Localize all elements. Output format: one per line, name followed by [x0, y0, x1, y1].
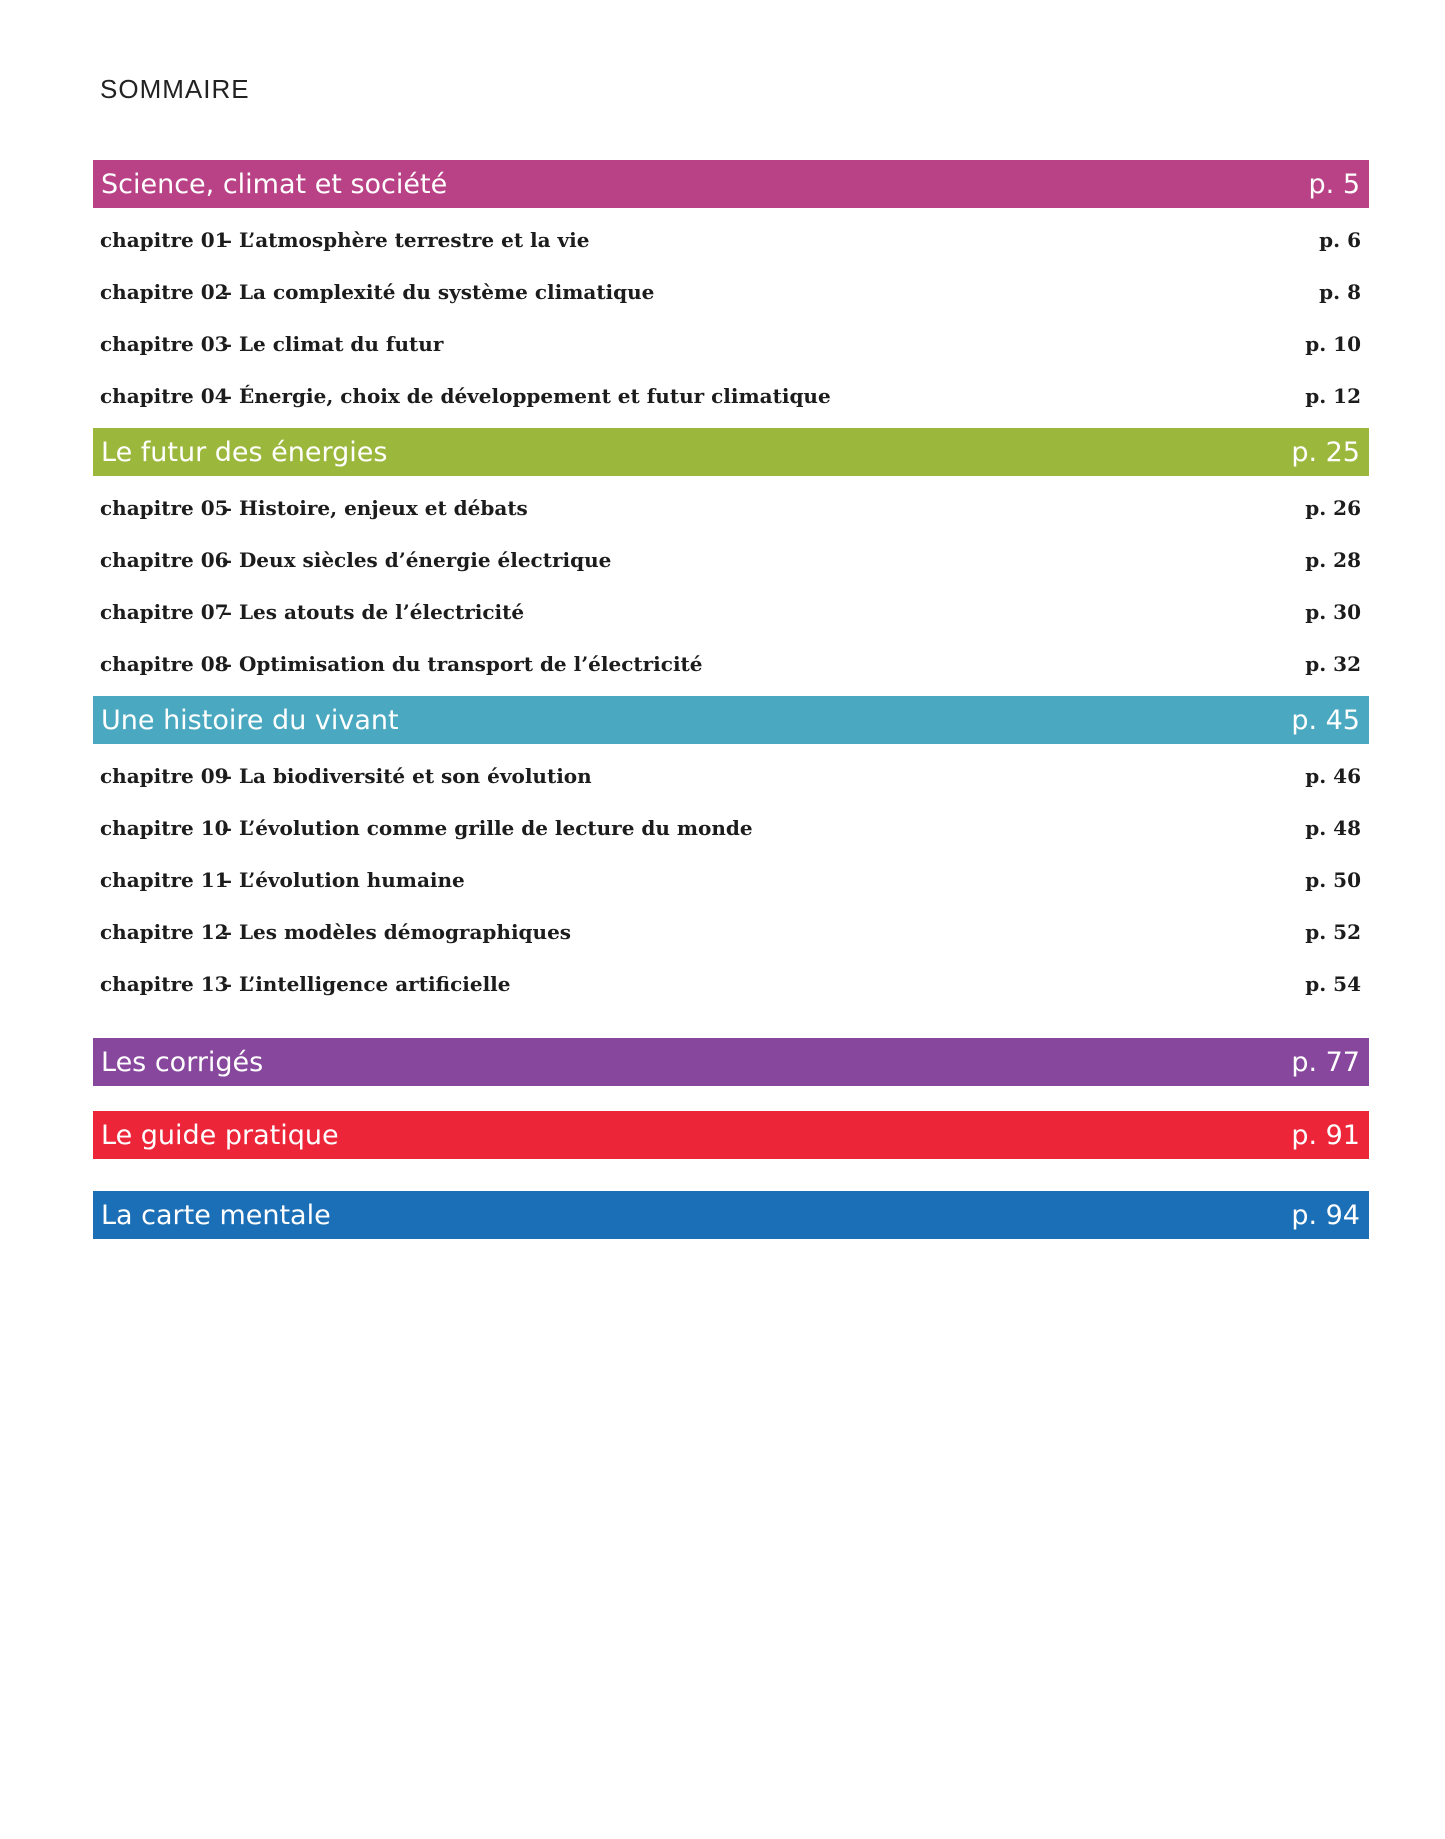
chapter-entry[interactable]	[93, 586, 1369, 638]
chapter-entry[interactable]	[93, 638, 1369, 690]
part-header[interactable]	[93, 428, 1369, 476]
chapter-number: chapitre 03	[100, 332, 229, 356]
chapter-number: chapitre 08	[100, 652, 229, 676]
part-page-number: p. 77	[1291, 1046, 1360, 1078]
chapter-entry[interactable]	[93, 854, 1369, 906]
chapter-entry[interactable]	[93, 750, 1369, 802]
toc-part	[93, 1111, 1369, 1159]
part-title: Science, climat et société	[101, 168, 448, 200]
chapter-title: – L’évolution humaine	[222, 868, 465, 892]
part-title: Une histoire du vivant	[101, 704, 399, 736]
chapter-list	[93, 750, 1369, 1010]
chapter-title: – L’évolution comme grille de lecture du monde	[222, 816, 753, 840]
chapter-list	[93, 214, 1369, 422]
chapter-page-number: p. 30	[1305, 600, 1361, 624]
chapter-number: chapitre 12	[100, 920, 229, 944]
part-title: Les corrigés	[101, 1046, 264, 1078]
chapter-entry[interactable]	[93, 318, 1369, 370]
chapter-page-number: p. 12	[1305, 384, 1361, 408]
chapter-number: chapitre 13	[100, 972, 229, 996]
chapter-title: – Les atouts de l’électricité	[222, 600, 525, 624]
part-header[interactable]	[93, 1191, 1369, 1239]
chapter-page-number: p. 28	[1305, 548, 1361, 572]
chapter-page-number: p. 32	[1305, 652, 1361, 676]
chapter-page-number: p. 46	[1305, 764, 1361, 788]
part-page-number: p. 91	[1291, 1119, 1360, 1151]
chapter-number: chapitre 07	[100, 600, 229, 624]
chapter-page-number: p. 26	[1305, 496, 1361, 520]
toc-part	[93, 1038, 1369, 1086]
part-title: Le guide pratique	[101, 1119, 339, 1151]
chapter-entry[interactable]	[93, 370, 1369, 422]
part-page-number: p. 5	[1308, 168, 1360, 200]
chapter-entry[interactable]	[93, 266, 1369, 318]
chapter-page-number: p. 50	[1305, 868, 1361, 892]
chapter-entry[interactable]	[93, 482, 1369, 534]
chapter-number: chapitre 09	[100, 764, 229, 788]
chapter-title: – La biodiversité et son évolution	[222, 764, 592, 788]
toc-part	[93, 696, 1369, 1010]
chapter-number: chapitre 05	[100, 496, 229, 520]
part-title: La carte mentale	[101, 1199, 331, 1231]
part-title: Le futur des énergies	[101, 436, 388, 468]
chapter-list	[93, 482, 1369, 690]
chapter-number: chapitre 01	[100, 228, 229, 252]
chapter-title: – Les modèles démographiques	[222, 920, 572, 944]
part-header[interactable]	[93, 1111, 1369, 1159]
toc-part	[93, 428, 1369, 690]
chapter-page-number: p. 54	[1305, 972, 1361, 996]
chapter-number: chapitre 02	[100, 280, 229, 304]
chapter-number: chapitre 04	[100, 384, 229, 408]
chapter-page-number: p. 8	[1319, 280, 1361, 304]
chapter-title: – Histoire, enjeux et débats	[222, 496, 528, 520]
chapter-entry[interactable]	[93, 802, 1369, 854]
part-page-number: p. 94	[1291, 1199, 1360, 1231]
chapter-entry[interactable]	[93, 906, 1369, 958]
chapter-page-number: p. 10	[1305, 332, 1361, 356]
chapter-page-number: p. 48	[1305, 816, 1361, 840]
part-header[interactable]	[93, 160, 1369, 208]
chapter-title: – La complexité du système climatique	[222, 280, 655, 304]
chapter-number: chapitre 06	[100, 548, 229, 572]
chapter-entry[interactable]	[93, 958, 1369, 1010]
chapter-title: – Le climat du futur	[222, 332, 444, 356]
page-title: SOMMAIRE	[100, 74, 250, 104]
part-page-number: p. 45	[1291, 704, 1360, 736]
chapter-number: chapitre 11	[100, 868, 229, 892]
chapter-entry[interactable]	[93, 214, 1369, 266]
chapter-entry[interactable]	[93, 534, 1369, 586]
part-page-number: p. 25	[1291, 436, 1360, 468]
chapter-page-number: p. 6	[1319, 228, 1361, 252]
toc-part	[93, 160, 1369, 422]
toc-part	[93, 1191, 1369, 1239]
chapter-title: – Optimisation du transport de l’électricité	[222, 652, 703, 676]
chapter-title: – L’atmosphère terrestre et la vie	[222, 228, 590, 252]
table-of-contents	[93, 160, 1369, 1239]
chapter-number: chapitre 10	[100, 816, 229, 840]
part-header[interactable]	[93, 1038, 1369, 1086]
chapter-title: – Deux siècles d’énergie électrique	[222, 548, 612, 572]
chapter-page-number: p. 52	[1305, 920, 1361, 944]
part-header[interactable]	[93, 696, 1369, 744]
chapter-title: – Énergie, choix de développement et futur climatique	[222, 384, 831, 408]
chapter-title: – L’intelligence artificielle	[222, 972, 511, 996]
